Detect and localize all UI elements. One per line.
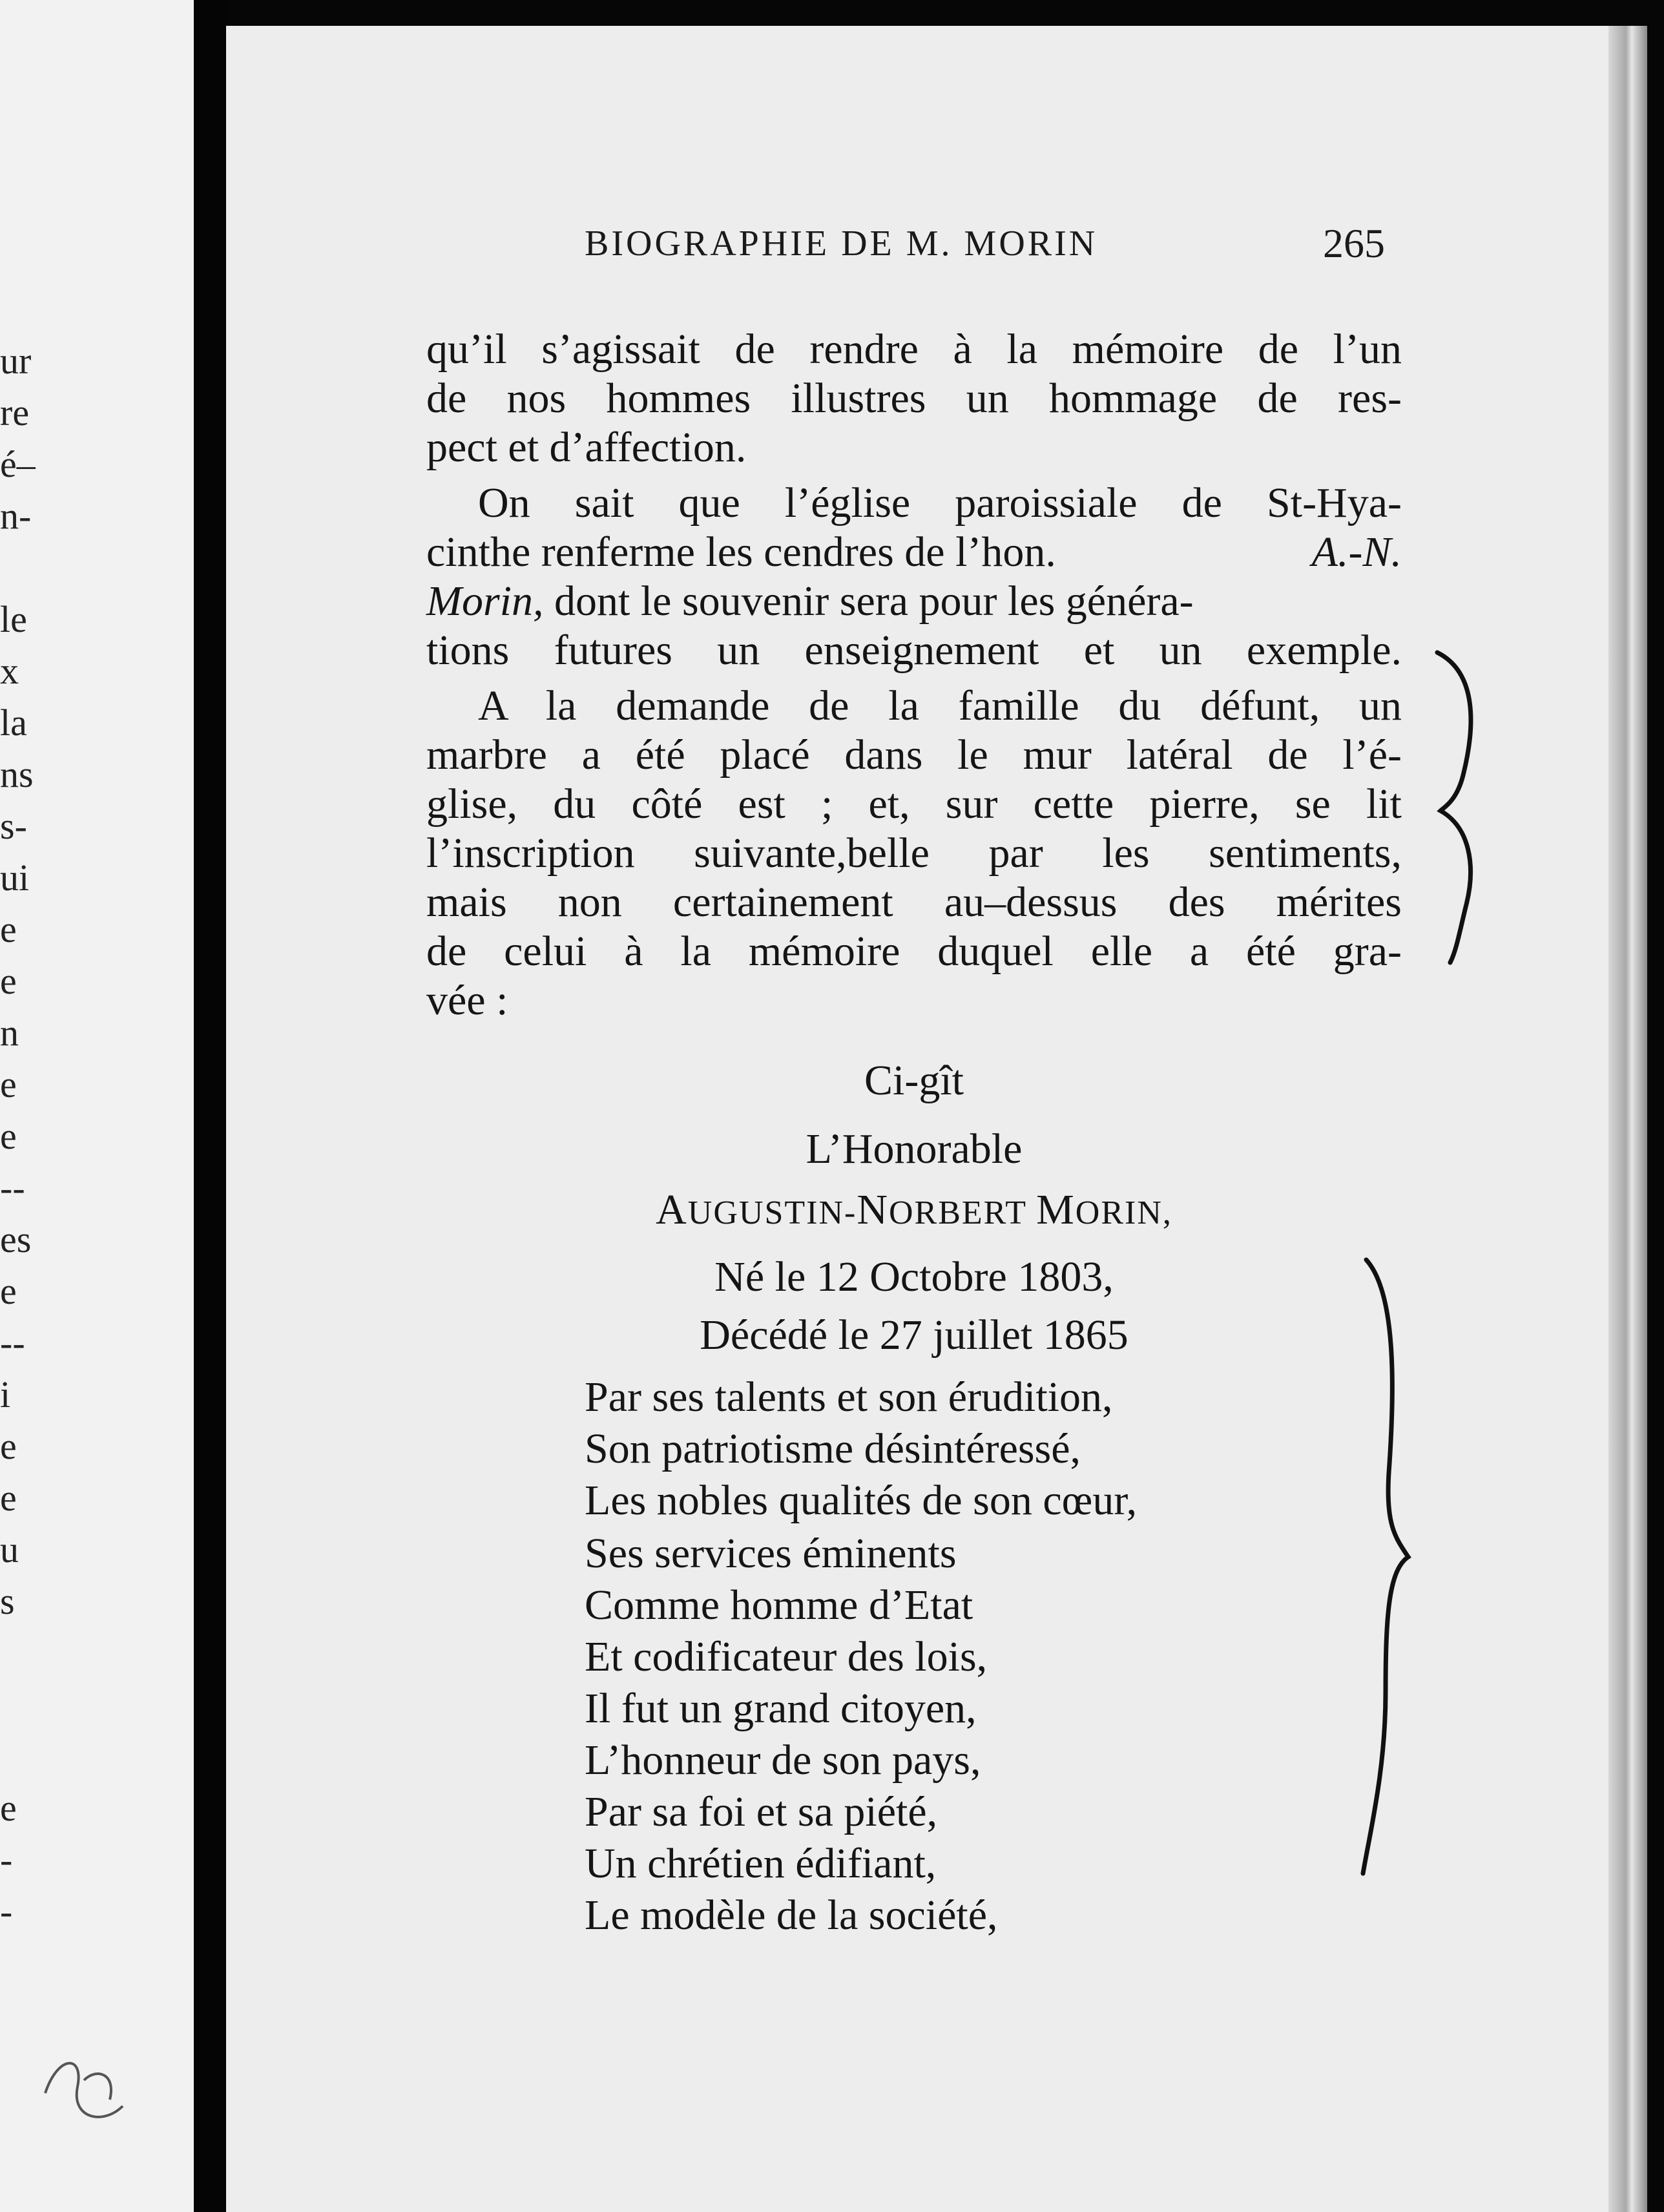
italic-initials: A.-N. [1311, 528, 1402, 576]
text-line: tions futures un enseignement et un exemple. [426, 627, 1402, 674]
left-fragment: x [0, 650, 19, 692]
inscription-line: Comme homme d’Etat [585, 1581, 973, 1629]
left-fragment: es [0, 1218, 32, 1260]
left-fragment: e [0, 908, 17, 950]
left-fragment: le [0, 598, 27, 640]
left-fragment: n [0, 1012, 19, 1054]
left-fragment: -- [0, 1322, 25, 1364]
inscription-date: Né le 12 Octobre 1803, [714, 1253, 1114, 1300]
inscription-heading: Ci-gît [864, 1057, 964, 1104]
inscription-date: Décédé le 27 juillet 1865 [700, 1311, 1128, 1359]
left-fragment: e [0, 1425, 17, 1467]
inscription-line: Le modèle de la société, [585, 1892, 998, 1939]
left-fragment: e [0, 960, 17, 1002]
text-line: de nos hommes illustres un hommage de res- [426, 375, 1402, 422]
text-line: vée : [426, 977, 508, 1024]
text-line: glise, du côté est ; et, sur cette pierre, se lit [426, 780, 1402, 828]
left-fragment: e [0, 1477, 17, 1519]
inscription-name [426, 1186, 1402, 1233]
text-line: marbre a été placé dans le mur latéral de l’é- [426, 731, 1402, 778]
left-fragment: e [0, 1063, 17, 1105]
name-initial: N [857, 1186, 889, 1233]
inscription-line: Les nobles qualités de son cœur, [585, 1477, 1138, 1524]
name-part: ORIN, [1075, 1195, 1172, 1231]
page-number: 265 [1323, 220, 1385, 266]
running-head: BIOGRAPHIE DE M. MORIN [585, 224, 1098, 264]
italic-name: Morin, [426, 578, 544, 625]
margin-bracket-icon [1431, 646, 1502, 969]
left-fragment: n- [0, 495, 32, 537]
text-span: dont le souvenir sera pour les généra- [543, 578, 1194, 625]
inscription-line: Par ses talents et son érudition, [585, 1373, 1113, 1421]
name-part: ORBERT [889, 1195, 1037, 1231]
text-line: qu’il s’agissait de rendre à la mémoire de l’un [426, 326, 1402, 373]
name-part: UGUSTIN- [687, 1195, 857, 1231]
inscription-line: Son patriotisme désintéressé, [585, 1425, 1081, 1472]
text-line: pect et d’affection. [426, 424, 747, 471]
pencil-mark-icon [26, 2016, 155, 2145]
inscription-line: Par sa foi et sa piété, [585, 1788, 938, 1835]
text-line: A la demande de la famille du défunt, un [478, 682, 1402, 729]
inscription-line: Il fut un grand citoyen, [585, 1685, 977, 1732]
page-edge [1608, 26, 1647, 2212]
text-line: l’inscription suivante,belle par les sentiments, [426, 830, 1402, 877]
left-fragment: i [0, 1373, 11, 1415]
left-fragment: e [0, 1115, 17, 1157]
left-fragment: ui [0, 857, 30, 899]
left-fragment: - [0, 1839, 13, 1881]
name-initial: A [656, 1186, 688, 1233]
text-span: cinthe renferme les cendres de l’hon. [426, 528, 1056, 576]
inscription-line: Un chrétien édifiant, [585, 1840, 937, 1887]
book-gutter [194, 0, 226, 2212]
left-fragment: ur [0, 340, 32, 382]
inscription-line: L’honneur de son pays, [585, 1737, 981, 1784]
text-line [426, 580, 1402, 623]
left-fragment: ns [0, 753, 34, 795]
left-fragment: u [0, 1529, 19, 1570]
inscription-line: Ses services éminents [585, 1530, 957, 1577]
text-line: de celui à la mémoire duquel elle a été gra- [426, 928, 1402, 975]
left-fragment: e [0, 1270, 17, 1312]
left-fragment: -- [0, 1167, 25, 1209]
text-line [426, 528, 1402, 576]
left-fragment: s [0, 1580, 15, 1622]
left-fragment: la [0, 702, 27, 744]
margin-bracket-icon [1350, 1253, 1421, 1886]
body-text [426, 0, 1402, 2212]
text-line: On sait que l’église paroissiale de St-Hya- [478, 479, 1402, 527]
inscription-heading: L’Honorable [806, 1125, 1023, 1173]
left-fragment: é– [0, 443, 36, 485]
left-fragment: - [0, 1890, 13, 1932]
left-page-fragment [0, 0, 194, 2212]
left-fragment: e [0, 1787, 17, 1829]
left-fragment: re [0, 391, 30, 433]
inscription-line: Et codificateur des lois, [585, 1633, 988, 1680]
name-initial: M [1036, 1186, 1076, 1233]
text-line: mais non certainement au–dessus des mérites [426, 879, 1402, 926]
left-fragment: s- [0, 805, 27, 847]
